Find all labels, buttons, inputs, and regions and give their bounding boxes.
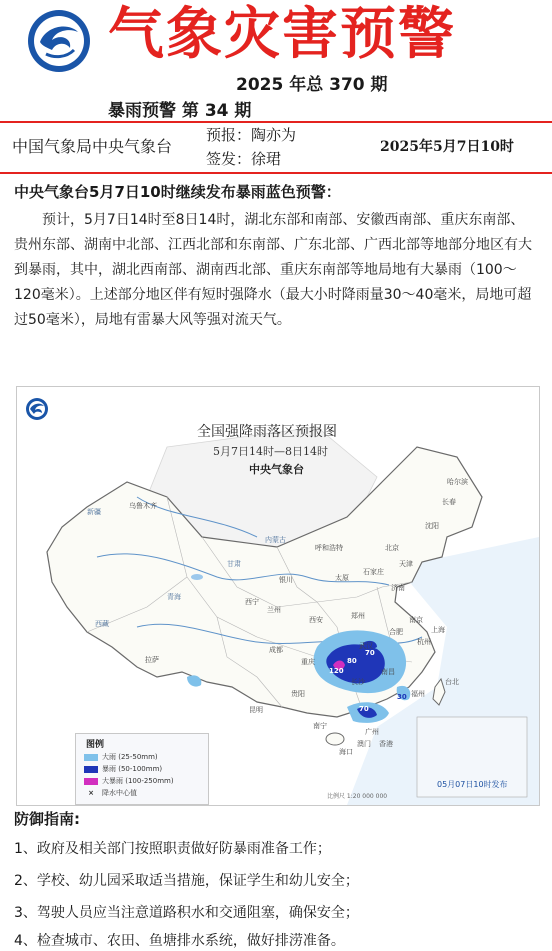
city-jinan: 济南 [391,584,405,592]
city-harbin: 哈尔滨 [447,478,468,486]
city-guangzhou: 广州 [365,728,379,736]
city-fuzhou: 福州 [411,690,425,698]
rain-center-value: 70 [359,705,369,713]
cma-logo [26,8,92,74]
city-taipei: 台北 [445,678,459,686]
rain-center-value: 80 [347,657,357,665]
guidance-item: 2、学校、幼儿园采取适当措施，保证学生和幼儿安全； [14,873,359,889]
guidance-item: 1、政府及相关部门按照职责做好防暴雨准备工作； [14,841,331,857]
meta-divider [0,172,552,174]
city-macau: 澳门 [357,740,371,748]
warning-issue-number: 暴雨预警 第 34 期 [108,101,252,121]
city-shanghai: 上海 [431,626,445,634]
issue-number: 2025 年总 370 期 [236,75,388,95]
map-title: 全国强降雨落区预报图 [197,424,337,440]
city-guiyang: 贵阳 [291,690,305,698]
city-beijing: 北京 [385,544,399,552]
city-kunming: 昆明 [249,706,263,714]
cma-logo-icon [26,8,92,74]
rain-center-value: 30 [397,693,407,701]
city-nanchang: 南昌 [381,668,395,676]
city-shenyang: 沈阳 [425,522,439,530]
legend-item-rain-center: × 降水中心值 [84,788,137,798]
city-changchun: 长春 [442,498,456,506]
city-xining: 西宁 [245,598,259,606]
legend-swatch [84,754,98,761]
bulletin-body: 预计，5月7日14时至8日14时，湖北东部和南部、安徽西南部、重庆东南部、贵州东部、湖南中北部、江西北部和东南部、广东北部、广西北部等地部分地区有大到暴雨，其中，湖北西南部、湖南西北部、重庆东南部等地局地有大暴雨（100～120毫米）。上述部分地区伴有短时强降水（最大小时降雨量30～40毫米，局地可超过50毫米），局地有雷暴大风等强对流天气。 [14,212,532,328]
guidance-item: 4、检查城市、农田、鱼塘排水系统，做好排涝准备。 [14,933,345,949]
region-label-qinghai: 青海 [167,593,181,601]
rainfall-forecast-map [16,386,540,806]
region-label-gansu: 甘肃 [227,560,241,568]
legend-swatch [84,766,98,773]
city-zhengzhou: 郑州 [351,612,365,620]
issuing-agency: 中国气象局中央气象台 [12,137,173,156]
legend-swatch [84,778,98,785]
map-issuing-org: 中央气象台 [249,463,304,476]
city-chengdu: 成都 [269,646,283,654]
map-time-range: 5月7日14时—8日14时 [213,445,328,458]
map-logo-icon [26,398,48,420]
city-urumqi: 乌鲁木齐 [129,502,157,510]
guidance-item: 3、驾驶人员应当注意道路积水和交通阻塞，确保安全； [14,905,359,921]
page-title: 气象灾害预警 [108,1,456,67]
city-taiyuan: 太原 [335,574,349,582]
hainan-island [326,733,344,745]
rain-center-value: 120 [329,667,344,675]
guidance-title: 防御指南: [14,810,80,828]
city-tianjin: 天津 [399,560,413,568]
legend-item-extreme-rain: 大暴雨 (100-250mm) [84,776,174,786]
city-lhasa: 拉萨 [145,656,159,664]
city-hohhot: 呼和浩特 [315,544,343,552]
legend-title: 图例 [86,740,105,750]
city-hefei: 合肥 [389,628,403,636]
city-chongqing: 重庆 [301,658,315,666]
region-label-tibet: 西藏 [95,620,109,628]
city-nanjing: 南京 [409,616,423,624]
city-nanning: 南宁 [313,722,327,730]
rain-center-value: 70 [365,649,375,657]
map-legend [75,733,209,805]
qinghai-lake [191,574,203,580]
map-issue-time: 05月07日10时发布 [437,780,508,789]
city-wuhan: 武汉 [359,642,373,650]
issue-datetime: 2025年5月7日10时 [380,139,514,155]
signer: 签发：徐珺 [206,150,282,168]
cross-icon: × [88,789,94,797]
forecaster: 预报：陶亦为 [206,126,297,144]
city-shijiazhuang: 石家庄 [363,568,384,576]
city-hongkong: 香港 [379,740,393,748]
map-scale: 比例尺 1:20 000 000 [327,793,388,800]
city-lanzhou: 兰州 [267,606,281,614]
city-xian: 西安 [309,616,323,624]
city-changsha: 长沙 [351,678,365,686]
legend-item-heavy-rain: 暴雨 (50-100mm) [84,764,162,774]
legend-item-light-rain: 大雨 (25-50mm) [84,752,158,762]
city-hangzhou: 杭州 [417,638,431,646]
region-label-inner-mongolia: 内蒙古 [265,536,286,544]
bulletin-headline: 中央气象台5月7日10时继续发布暴雨蓝色预警： [14,183,341,201]
city-yinchuan: 银川 [279,576,293,584]
header-divider [0,121,552,123]
region-label-xinjiang: 新疆 [87,508,101,516]
city-haikou: 海口 [339,748,353,756]
